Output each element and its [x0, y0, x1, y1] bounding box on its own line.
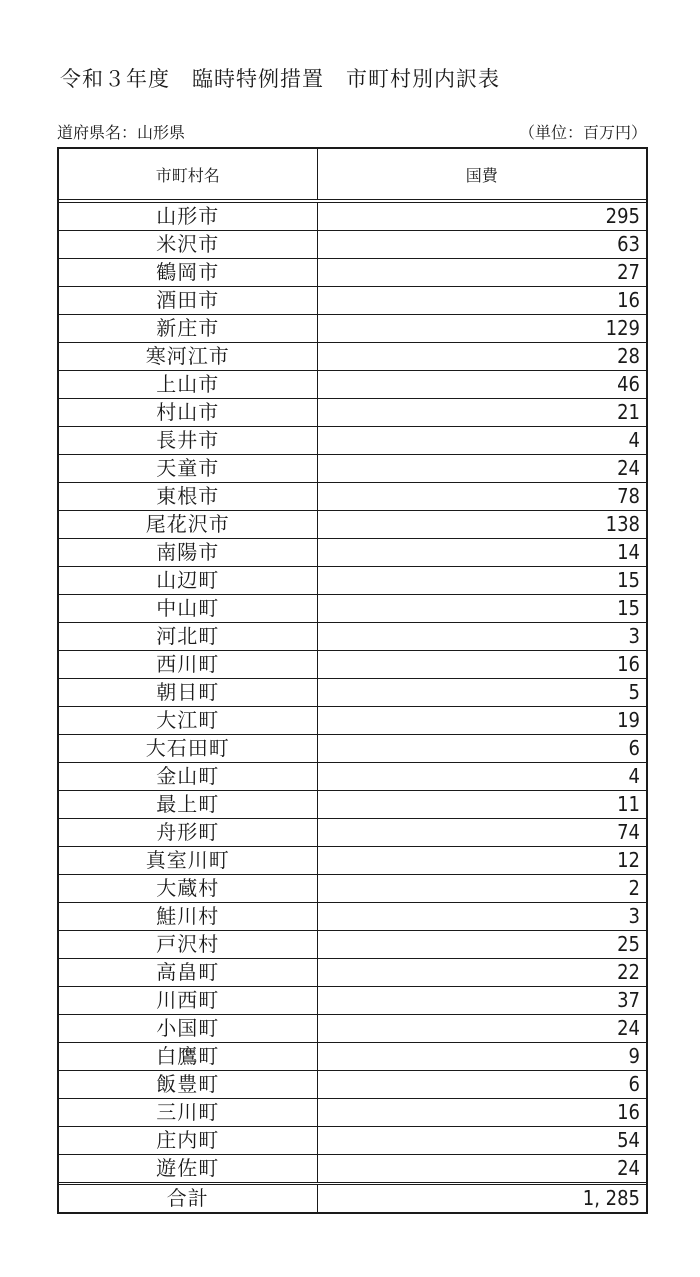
municipality-name-cell: 尾花沢市 [59, 511, 317, 539]
table-row [59, 343, 646, 371]
table-row [59, 1155, 646, 1184]
table-row [59, 763, 646, 791]
national-expense-cell: 74 [317, 819, 646, 847]
national-expense-cell: 28 [317, 343, 646, 371]
table-row [59, 903, 646, 931]
table-header-row [59, 149, 646, 201]
table-row [59, 201, 646, 231]
municipality-name-cell: 高畠町 [59, 959, 317, 987]
municipality-name-cell: 鮭川村 [59, 903, 317, 931]
table-row [59, 231, 646, 259]
national-expense-cell: 3 [317, 623, 646, 651]
national-expense-cell: 46 [317, 371, 646, 399]
municipality-name-cell: 大江町 [59, 707, 317, 735]
table-row [59, 1071, 646, 1099]
table-row [59, 455, 646, 483]
table-row [59, 539, 646, 567]
municipality-name-cell: 長井市 [59, 427, 317, 455]
national-expense-cell: 25 [317, 931, 646, 959]
table-row [59, 987, 646, 1015]
national-expense-cell: 22 [317, 959, 646, 987]
national-expense-cell: 4 [317, 763, 646, 791]
national-expense-cell: 11 [317, 791, 646, 819]
table-row [59, 679, 646, 707]
municipality-name-cell: 最上町 [59, 791, 317, 819]
municipality-name-cell: 真室川町 [59, 847, 317, 875]
municipality-name-cell: 朝日町 [59, 679, 317, 707]
table-row [59, 1043, 646, 1071]
municipality-name-cell: 白鷹町 [59, 1043, 317, 1071]
national-expense-cell: 19 [317, 707, 646, 735]
table-row [59, 259, 646, 287]
municipality-name-cell: 寒河江市 [59, 343, 317, 371]
municipality-name-cell: 中山町 [59, 595, 317, 623]
national-expense-cell: 63 [317, 231, 646, 259]
municipality-name-cell: 鶴岡市 [59, 259, 317, 287]
table-row [59, 959, 646, 987]
table-row [59, 735, 646, 763]
national-expense-cell: 15 [317, 567, 646, 595]
national-expense-cell: 4 [317, 427, 646, 455]
municipality-name-cell: 戸沢村 [59, 931, 317, 959]
municipality-name-cell: 金山町 [59, 763, 317, 791]
municipality-name-cell: 大石田町 [59, 735, 317, 763]
national-expense-cell: 24 [317, 455, 646, 483]
table-row [59, 1099, 646, 1127]
national-expense-cell: 5 [317, 679, 646, 707]
municipality-name-cell: 山辺町 [59, 567, 317, 595]
national-expense-cell: 24 [317, 1015, 646, 1043]
breakdown-table-frame [57, 147, 648, 1214]
national-expense-cell: 15 [317, 595, 646, 623]
table-row [59, 623, 646, 651]
national-expense-cell: 54 [317, 1127, 646, 1155]
municipality-name-cell: 川西町 [59, 987, 317, 1015]
municipality-name-cell: 飯豊町 [59, 1071, 317, 1099]
table-row [59, 875, 646, 903]
municipality-name-cell: 天童市 [59, 455, 317, 483]
national-expense-cell: 6 [317, 735, 646, 763]
national-expense-cell: 3 [317, 903, 646, 931]
table-row [59, 931, 646, 959]
municipality-name-cell: 舟形町 [59, 819, 317, 847]
municipality-name-cell: 上山市 [59, 371, 317, 399]
table-row [59, 483, 646, 511]
municipality-name-cell: 遊佐町 [59, 1155, 317, 1184]
national-expense-cell: 6 [317, 1071, 646, 1099]
municipality-name-cell: 小国町 [59, 1015, 317, 1043]
national-expense-cell: 21 [317, 399, 646, 427]
table-meta-row [57, 122, 647, 144]
municipality-name-cell: 山形市 [59, 201, 317, 231]
table-row [59, 819, 646, 847]
table-row [59, 315, 646, 343]
national-expense-cell: 295 [317, 201, 646, 231]
municipality-name-cell: 河北町 [59, 623, 317, 651]
table-row [59, 651, 646, 679]
municipality-name-cell: 南陽市 [59, 539, 317, 567]
table-row [59, 399, 646, 427]
national-expense-cell: 16 [317, 287, 646, 315]
national-expense-cell: 129 [317, 315, 646, 343]
header-national-expense: 国費 [317, 149, 646, 201]
total-label: 合計 [59, 1184, 317, 1213]
national-expense-cell: 12 [317, 847, 646, 875]
municipality-name-cell: 村山市 [59, 399, 317, 427]
national-expense-cell: 24 [617, 1156, 640, 1180]
table-body [59, 201, 646, 1184]
municipality-name-cell: 大蔵村 [59, 875, 317, 903]
national-expense-cell: 37 [317, 987, 646, 1015]
document-title: 令和３年度 臨時特例措置 市町村別内訳表 [60, 67, 500, 91]
total-value: 1, 285 [317, 1184, 646, 1213]
municipality-breakdown-table [59, 149, 646, 1212]
national-expense-cell: 16 [317, 1099, 646, 1127]
municipality-name-cell: 西川町 [59, 651, 317, 679]
table-row [59, 707, 646, 735]
unit-label: （単位：百万円） [518, 123, 647, 142]
table-row [59, 847, 646, 875]
national-expense-cell: 2 [317, 875, 646, 903]
header-municipality-name: 市町村名 [59, 149, 317, 201]
table-row [59, 595, 646, 623]
national-expense-cell: 27 [317, 259, 646, 287]
national-expense-cell: 9 [317, 1043, 646, 1071]
table-row [59, 1127, 646, 1155]
municipality-name-cell: 新庄市 [59, 315, 317, 343]
total-row [59, 1184, 646, 1213]
table-row [59, 287, 646, 315]
table-row [59, 427, 646, 455]
table-row [59, 791, 646, 819]
table-row [59, 567, 646, 595]
table-row [59, 511, 646, 539]
table-row [59, 371, 646, 399]
table-row [59, 1015, 646, 1043]
national-expense-cell: 78 [317, 483, 646, 511]
municipality-name-cell: 庄内町 [59, 1127, 317, 1155]
national-expense-cell: 14 [317, 539, 646, 567]
municipality-name-cell: 東根市 [59, 483, 317, 511]
prefecture-label: 道府県名：山形県 [57, 123, 186, 142]
municipality-name-cell: 米沢市 [59, 231, 317, 259]
municipality-name-cell: 酒田市 [59, 287, 317, 315]
national-expense-cell: 16 [317, 651, 646, 679]
municipality-name-cell: 三川町 [59, 1099, 317, 1127]
national-expense-cell: 138 [317, 511, 646, 539]
